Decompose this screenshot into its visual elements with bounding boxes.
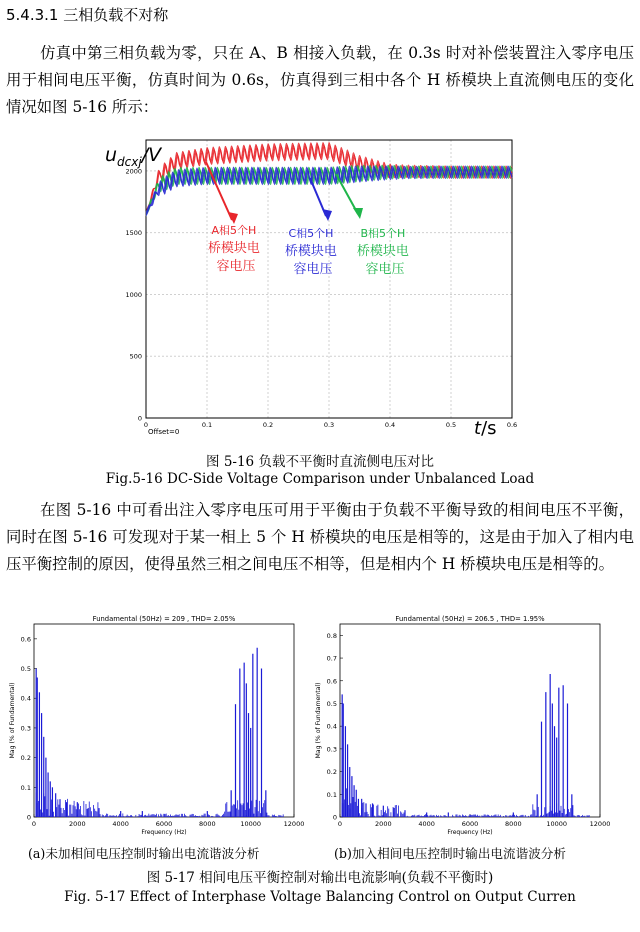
y-tick-label: 500	[129, 352, 142, 361]
y-tick-label: 0.4	[20, 694, 31, 703]
y-tick-label: 0.1	[20, 783, 31, 792]
mid-paragraph: 在图 5-16 中可看出注入零序电压可用于平衡由于负载不平衡导致的相间电压不平衡，同时在图 5-16 可发现对于某一相上 5 个 H 桥模块的电压是相等的，这是由于加入了相内电压平衡控制的原因，使得虽然三相之间电压不相等，但是相内个 H 桥模块电压是相等的。	[6, 501, 634, 573]
x-tick-label: 0	[337, 820, 343, 828]
x-tick-label: 0.2	[262, 421, 274, 429]
annotation-c: C相5个H 桥模块电 容电压	[284, 227, 337, 277]
y-tick-label: 0.6	[20, 635, 31, 644]
fig517-subcaption-a: (a)未加相间电压控制时输出电流谐波分析	[28, 846, 260, 861]
x-tick-label: 0.6	[506, 421, 518, 429]
x-tick-label: 8000	[505, 820, 522, 828]
x-tick-label: 4000	[418, 820, 435, 828]
arrow-b-head2	[353, 208, 363, 219]
x-tick-label: 6000	[461, 820, 479, 828]
section-heading: 5.4.3.1 三相负载不对称	[6, 6, 169, 24]
x-tick-label: 0.4	[384, 421, 396, 429]
x-tick-label: 0.1	[201, 421, 213, 429]
figure-5-16	[100, 138, 540, 448]
y-tick-label: 0.3	[20, 724, 31, 733]
offset-text: Offset=0	[148, 428, 180, 436]
intro-paragraph: 仿真中第三相负载为零，只在 A、B 相接入负载，在 0.3s 时对补偿装置注入零序电压用于相间电压平衡，仿真时间为 0.6s，仿真得到三相中各个 H 桥模块上直流侧电压的变化情况如图 5-16 所示：	[6, 44, 634, 116]
annotation-b: B相5个H 桥模块电 容电压	[356, 227, 409, 277]
y-tick-label: 0	[137, 414, 142, 423]
annotation-a: A相5个H 桥模块电 容电压	[207, 224, 260, 274]
x-tick-label: 2000	[69, 820, 86, 828]
y-tick-label: 0.5	[20, 665, 31, 674]
spectrum-frame	[34, 624, 294, 817]
y-tick-label: 1500	[125, 229, 142, 238]
y-tick-label: 0.2	[20, 754, 31, 763]
spectrum-right	[310, 612, 610, 844]
x-axis-label: Frequency (Hz)	[141, 829, 187, 836]
y-tick-label: 0.6	[326, 677, 337, 686]
arrow-b-head	[322, 209, 332, 221]
x-tick-label: 12000	[589, 820, 610, 828]
x-tick-label: 4000	[112, 820, 129, 828]
y-axis-label: Mag (% of Fundamental)	[315, 682, 322, 759]
x-tick-label: 6000	[155, 820, 173, 828]
fig516-caption-en: Fig.5-16 DC-Side Voltage Comparison under Unbalanced Load	[105, 471, 535, 487]
fig517-caption-en: Fig. 5-17 Effect of Interphase Voltage Balancing Control on Output Curren	[64, 889, 576, 905]
y-tick-label: 2000	[125, 167, 142, 176]
y-axis-label: $u_{dcxj}/V$	[105, 144, 162, 169]
x-tick-label: 12000	[283, 820, 304, 828]
x-tick-label: 0	[143, 421, 149, 429]
y-tick-label: 0.7	[326, 654, 337, 663]
x-axis-label: Frequency (Hz)	[447, 829, 493, 836]
x-tick-label: 0	[31, 820, 37, 828]
y-tick-label: 1000	[125, 290, 142, 299]
x-tick-label: 10000	[240, 820, 262, 828]
x-tick-label: 0.3	[323, 421, 335, 429]
x-axis-label: t/s	[474, 418, 497, 439]
fig517-caption-cn: 图 5-17 相间电压平衡控制对输出电流影响(负载不平衡时)	[146, 870, 494, 886]
x-tick-label: 10000	[546, 820, 568, 828]
fig517-subcaption-b: (b)加入相间电压控制时输出电流谐波分析	[334, 846, 566, 861]
spectrum-title: Fundamental (50Hz) = 209 , THD= 2.05%	[92, 615, 236, 623]
y-tick-label: 0.2	[326, 768, 337, 777]
y-tick-label: 0.1	[326, 790, 337, 799]
fig516-caption-cn: 图 5-16 负载不平衡时直流侧电压对比	[206, 454, 434, 470]
spectrum-left	[4, 612, 304, 844]
y-tick-label: 0.5	[326, 699, 337, 708]
y-tick-label: 0.4	[326, 722, 337, 731]
spectrum-title: Fundamental (50Hz) = 206.5 , THD= 1.95%	[395, 615, 545, 623]
x-tick-label: 8000	[199, 820, 216, 828]
y-tick-label: 0	[26, 813, 31, 822]
x-tick-label: 2000	[375, 820, 392, 828]
x-tick-label: 0.5	[445, 421, 457, 429]
y-tick-label: 0.3	[326, 745, 337, 754]
y-tick-label: 0.8	[326, 631, 337, 640]
spectrum-frame	[340, 624, 600, 817]
y-tick-label: 0	[332, 813, 337, 822]
arrow-a-head	[228, 212, 238, 224]
y-axis-label: Mag (% of Fundamental)	[9, 682, 16, 759]
